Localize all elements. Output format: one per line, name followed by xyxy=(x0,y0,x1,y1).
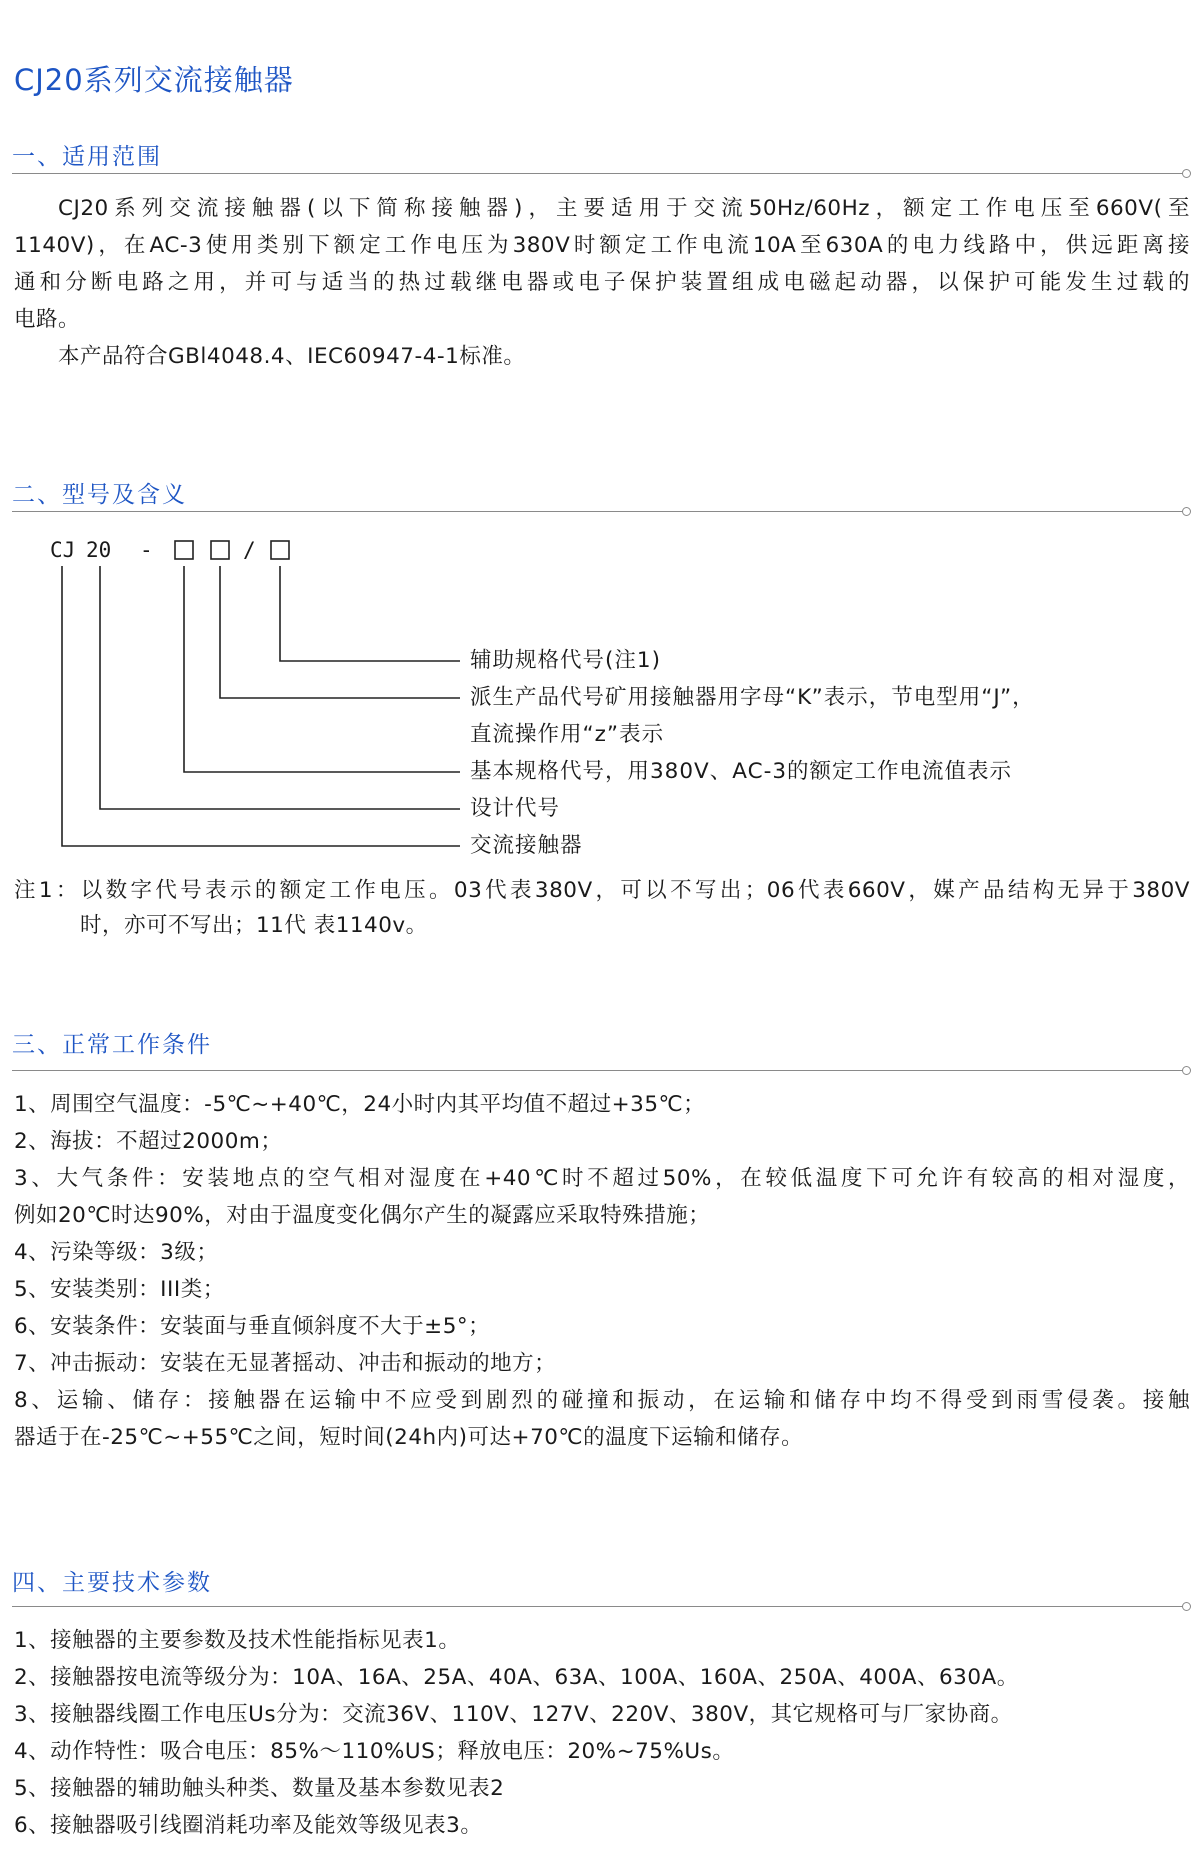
model-code-cj: CJ xyxy=(50,538,76,562)
condition-item: 5、安装类别：III类； xyxy=(14,1277,225,1302)
page-title: CJ20系列交流接触器 xyxy=(14,63,294,97)
label-design-code: 设计代号 xyxy=(470,796,561,821)
scope-paragraph-line: 1140V)，在AC-3使用类别下额定工作电压为380V时额定工作电流10A至630A的电力线路中，供远距离接 xyxy=(14,233,1190,258)
label-derived-product-cont: 直流操作用“z”表示 xyxy=(470,722,665,747)
label-contactor: 交流接触器 xyxy=(470,833,583,858)
section-heading-params: 四、主要技术参数 xyxy=(12,1570,212,1596)
condition-item: 3、大气条件：安装地点的空气相对湿度在+40℃时不超过50%，在较低温度下可允许有较高的相对湿度， xyxy=(14,1166,1190,1191)
param-item: 1、接触器的主要参数及技术性能指标见表1。 xyxy=(14,1628,461,1653)
code-box-aux-spec xyxy=(271,541,289,559)
condition-item: 器适于在-25℃~+55℃之间，短时间(24h内)可达+70℃的温度下运输和储存。 xyxy=(14,1425,804,1450)
scope-paragraph-line: 通和分断电路之用，并可与适当的热过载继电器或电子保护装置组成电磁起动器，以保护可能发生过载的 xyxy=(14,270,1190,295)
model-code-slash: / xyxy=(243,538,256,562)
scope-paragraph-line: CJ20系列交流接触器(以下简称接触器)，主要适用于交流50Hz/60Hz，额定工作电压至660V(至 xyxy=(58,196,1190,221)
param-item: 5、接触器的辅助触头种类、数量及基本参数见表2 xyxy=(14,1776,505,1801)
divider-end-circle xyxy=(1182,169,1191,178)
condition-item: 1、周围空气温度：-5℃~+40℃，24小时内其平均值不超过+35℃； xyxy=(14,1092,706,1117)
section-heading-scope: 一、适用范围 xyxy=(12,144,162,170)
section-heading-conditions: 三、正常工作条件 xyxy=(12,1032,212,1058)
condition-item: 8、运输、储存：接触器在运输中不应受到剧烈的碰撞和振动，在运输和储存中均不得受到雨雪侵袭。接触 xyxy=(14,1388,1190,1413)
scope-standard-line: 本产品符合GBl4048.4、IEC60947-4-1标准。 xyxy=(58,344,526,369)
param-item: 2、接触器按电流等级分为：10A、16A、25A、40A、63A、100A、160A、250A、400A、630A。 xyxy=(14,1665,1019,1690)
model-code-20: 20 xyxy=(86,538,112,562)
code-box-derived xyxy=(211,541,229,559)
section-divider xyxy=(12,1606,1184,1607)
leader-line-aux xyxy=(280,566,460,661)
section-divider xyxy=(12,1070,1184,1071)
section-heading-model: 二、型号及含义 xyxy=(12,482,187,508)
leader-line-contactor xyxy=(62,566,460,846)
divider-end-circle xyxy=(1182,1602,1191,1611)
section-divider xyxy=(12,173,1184,174)
param-item: 6、接触器吸引线圈消耗功率及能效等级见表3。 xyxy=(14,1813,483,1838)
model-code-dash: - xyxy=(140,538,153,562)
leader-line-derived xyxy=(220,566,460,698)
condition-item: 2、海拔：不超过2000m； xyxy=(14,1129,283,1154)
note-line: 时，亦可不写出；11代 表1140v。 xyxy=(80,913,428,938)
param-item: 3、接触器线圈工作电压Us分为：交流36V、110V、127V、220V、380V，其它规格可与厂家协商。 xyxy=(14,1702,1013,1727)
condition-item: 例如20℃时达90%，对由于温度变化偶尔产生的凝露应采取特殊措施； xyxy=(14,1203,711,1228)
condition-item: 7、冲击振动：安装在无显著摇动、冲击和振动的地方； xyxy=(14,1351,557,1376)
condition-item: 6、安装条件：安装面与垂直倾斜度不大于±5°； xyxy=(14,1314,491,1339)
divider-end-circle xyxy=(1182,507,1191,516)
note-line: 注1：以数字代号表示的额定工作电压。03代表380V，可以不写出；06代表660V，媒产品结构无异于380V xyxy=(14,878,1190,903)
label-aux-spec: 辅助规格代号(注1) xyxy=(470,648,661,673)
code-box-basic-spec xyxy=(175,541,193,559)
label-basic-spec: 基本规格代号，用380V、AC-3的额定工作电流值表示 xyxy=(470,759,1013,784)
divider-end-circle xyxy=(1182,1066,1191,1075)
scope-paragraph-line: 电路。 xyxy=(14,307,81,332)
leader-line-basic xyxy=(184,566,460,772)
section-divider xyxy=(12,511,1184,512)
label-derived-product: 派生产品代号矿用接触器用字母“K”表示，节电型用“J”， xyxy=(470,685,1035,710)
param-item: 4、动作特性：吸合电压：85%～110%US；释放电压：20%~75%Us。 xyxy=(14,1739,735,1764)
condition-item: 4、污染等级：3级； xyxy=(14,1240,219,1265)
